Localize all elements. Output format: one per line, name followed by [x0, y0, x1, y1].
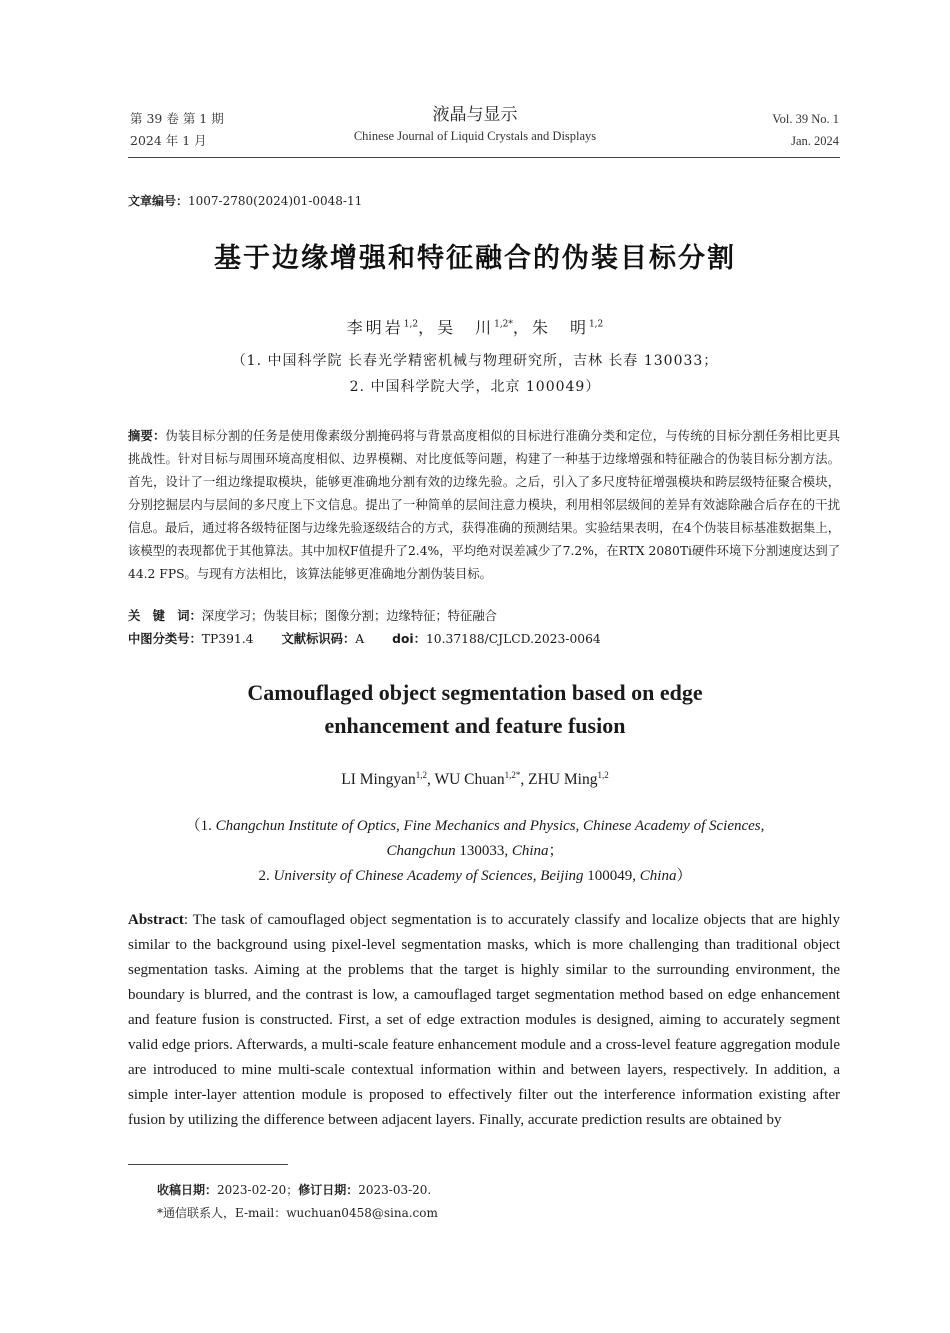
affiliation-en-2-institution: University of Chinese Academy of Sciences, Beijing: [273, 868, 584, 884]
author-en-2-affil: 1,2*: [504, 770, 521, 780]
author-cn-1: 李明岩: [346, 318, 404, 337]
header-date: 2024 年 1 月: [130, 133, 207, 148]
header-volume-info-en: [772, 108, 839, 152]
affiliation-en-2: 2. University of Chinese Academy of Sciences, Beijing 100049, China）: [258, 868, 692, 884]
header-date-en: Jan. 2024: [791, 134, 839, 148]
revised-label: 修订日期：: [298, 1183, 359, 1197]
title-cn: 基于边缘增强和特征融合的伪装目标分割: [214, 243, 736, 274]
author-cn-2-affil: 1,2*: [494, 319, 513, 330]
affiliation-en-1-institution: Changchun Institute of Optics, Fine Mechanics and Physics, Chinese Academy of Sciences,: [215, 818, 765, 834]
doi-label: doi：: [392, 632, 426, 646]
affiliations-cn: [0, 348, 950, 400]
title-en-line-1: Camouflaged object segmentation based on edge: [247, 680, 703, 705]
affiliations-en: [0, 814, 950, 889]
title-en: [0, 676, 950, 742]
received-date: 2023-02-20；: [217, 1183, 299, 1197]
author-cn-3: 朱 明: [531, 318, 589, 337]
abstract-cn: [128, 425, 840, 586]
authors-cn: 李明岩$^{1,2}$，吴 川$^{1,2*}$，朱 明$^{1,2}$: [346, 318, 604, 337]
revised-date: 2023-03-20.: [358, 1183, 432, 1197]
author-en-1-affil: 1,2: [415, 770, 427, 780]
abstract-cn-text: 伪装目标分割的任务是使用像素级分割掩码将与背景高度相似的目标进行准确分类和定位，与传统的目标分割任务相比更具挑战性。针对目标与周围环境高度相似、边界模糊、对比度低等问题，构建了一种基于边缘增强和特征融合的伪装目标分割方法。首先，设计了一组边缘提取模块，能够更准确地分割有效的边缘先验。之后，引入了多尺度特征增强模块和跨层级特征聚合模块，分别挖掘层内与层间的多尺度上下文信息。提出了一种简单的层间注意力模块，利用相邻层级间的差异有效滤除融合后存在的干扰信息。最后，通过将各级特征图与边缘先验逐级结合的方式，获得准确的预测结果。实验结果表明，在4个伪装目标基准数据集上，该模型的表现都优于其他算法。其中加权F值提升了2.4%，平均绝对误差减少了7.2%，在RTX 2080Ti硬件环境下分割速度达到了44.2 FPS。与现有方法相比，该算法能够更准确地分割伪装目标。: [128, 429, 840, 581]
doc-code-label: 文献标识码：: [281, 632, 356, 646]
keywords-cn-label: 关 键 词：: [128, 609, 202, 623]
clc-value: TP391.4: [201, 632, 254, 646]
author-en-1: LI Mingyan: [341, 771, 416, 789]
affiliation-en-1: （1. Changchun Institute of Optics, Fine Mechanics and Physics, Chinese Academy of Sciences,: [185, 818, 765, 834]
author-cn-2: 吴 川: [437, 318, 495, 337]
author-en-3: ZHU Ming: [528, 771, 598, 789]
author-en-3-affil: 1,2: [597, 770, 609, 780]
authors-en: LI Mingyan$^{1,2}$, WU Chuan$^{1,2*}$, ZHU Ming$^{1,2}$: [341, 770, 609, 789]
abstract-en-label: Abstract: [128, 912, 184, 928]
affiliation-cn-2: 2. 中国科学院大学，北京 100049）: [349, 379, 601, 395]
journal-name-cn: 液晶与显示: [432, 105, 518, 125]
article-number-label: 文章编号：: [128, 194, 189, 208]
abstract-cn-label: 摘要：: [128, 429, 166, 443]
affiliation-en-1-city: Changchun 130033, China；: [386, 843, 564, 859]
received-label: 收稿日期：: [157, 1183, 218, 1197]
author-cn-3-affil: 1,2: [588, 319, 604, 330]
article-number-value: 1007-2780(2024)01-0048-11: [188, 194, 363, 208]
article-number: [128, 192, 362, 209]
doc-code-value: A: [355, 632, 365, 646]
header-volume: 第 39 卷 第 1 期: [130, 111, 224, 126]
keywords-cn-value: 深度学习；伪装目标；图像分割；边缘特征；特征融合: [201, 609, 497, 623]
header-divider: [128, 157, 840, 158]
abstract-en: Abstract: The task of camouflaged object segmentation is to accurately classify and localize objects that are highly similar to the background using pixel-level segmentation masks, which is more challenging than traditional object segmentation tasks. Aiming at the problems that the target is highly similar to the surrounding environment, the boundary is blurred, and the contrast is low, a camouflaged target segmentation method based on edge enhancement and feature fusion is constructed. First, a set of edge extraction modules is designed, aiming to accurately segment valid edge priors. Afterwards, a multi-scale feature enhancement module and a cross-level feature aggregation module are introduced to mine multi-scale contextual information within and between layers, respectively. In addition, a simple inter-layer attention module is proposed to effectively filter out the interference information existing after fusion by utilizing the difference between adjacent layers. Finally, accurate prediction results are obtained by: [128, 912, 840, 1128]
title-en-line-2: enhancement and feature fusion: [324, 713, 626, 738]
affiliation-cn-1: （1. 中国科学院 长春光学精密机械与物理研究所，吉林 长春 130033；: [231, 353, 719, 369]
clc-label: 中图分类号：: [128, 632, 202, 646]
keywords-cn: [128, 605, 497, 627]
abstract-en-text: The task of camouflaged object segmentation is to accurately classify and localize objects that are highly similar to the background using pixel-level segmentation masks, which is more challenging than traditional object segmentation tasks. Aiming at the problems that the target is highly similar to the surrounding environment, the boundary is blurred, and the contrast is low, a camouflaged target segmentation method based on edge enhancement and feature fusion is constructed. First, a set of edge extraction modules is designed, aiming to accurately segment valid edge priors. Afterwards, a multi-scale feature enhancement module and a cross-level feature aggregation module are introduced to mine multi-scale contextual information within and between layers, respectively. In addition, a simple inter-layer attention module is proposed to effectively filter out the interference information existing after fusion by utilizing the difference between adjacent layers. Finally, accurate prediction results are obtained by: [128, 912, 840, 1128]
footnote-dates: [157, 1181, 431, 1198]
footnote-divider: [128, 1164, 288, 1165]
header-volume-en: Vol. 39 No. 1: [772, 112, 839, 126]
doi-value: 10.37188/CJLCD.2023-0064: [425, 632, 601, 646]
journal-name-en: Chinese Journal of Liquid Crystals and Displays: [353, 129, 597, 143]
classification-line: [128, 628, 601, 650]
footnote-corresponding: *通信联系人，E-mail：wuchuan0458@sina.com: [157, 1206, 438, 1220]
author-cn-1-affil: 1,2: [403, 319, 419, 330]
author-en-2: WU Chuan: [434, 771, 505, 789]
